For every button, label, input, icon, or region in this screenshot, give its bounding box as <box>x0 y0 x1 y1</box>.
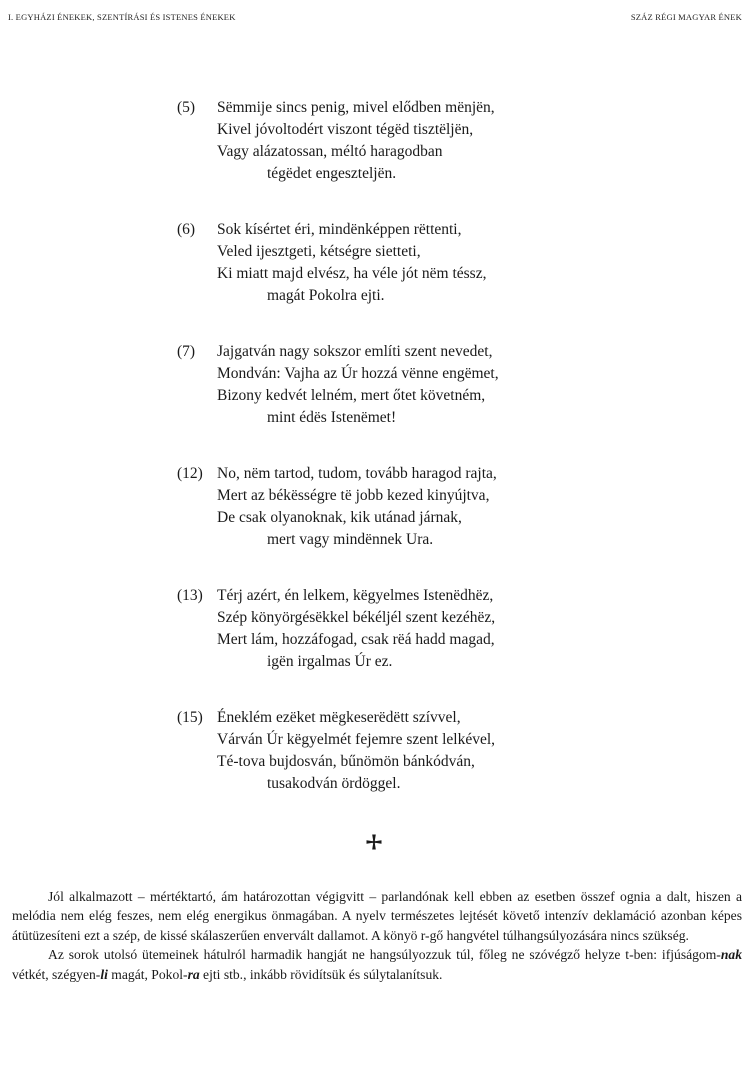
stanza-lines <box>217 219 486 307</box>
commentary-paragraph <box>12 945 742 984</box>
verse-line: Ki miatt majd elvész, ha véle jót nëm téssz, <box>217 265 487 282</box>
verse-line: Mert lám, hozzáfogad, csak rëá hadd magad, <box>217 631 495 648</box>
stanza-number: (7) <box>177 343 196 360</box>
verse-line-refrain: mint édës Istenëmet! <box>267 409 397 426</box>
verse-line-refrain: tégëdet engeszteljën. <box>267 165 397 182</box>
stanza <box>177 463 597 585</box>
stanza-lines <box>217 341 499 429</box>
ornament-center <box>372 840 375 843</box>
stanza-number: (15) <box>177 709 203 726</box>
commentary-paragraph: Jól alkalmazott – mértéktartó, ám határozottan végigvitt – parlandónak kell ebben az esetben összef ognia a dalt, hiszen a melódia nem elég feszes, nem elég energikus önmagában. A nyelv természetes lejtését követő intenzív deklamáció azonban képes átütüzesíteni ezt a szép, de kissé skálaszerűen envervált dallamot. A könyö r-gő hangvétel túlhangsúlyozására nincs szükség. <box>12 889 742 943</box>
commentary-text: ejti stb., inkább rövidítsük és súlytalanítsuk. <box>199 966 443 982</box>
verse-line: De csak olyanoknak, kik utánad járnak, <box>217 509 462 526</box>
verse-line: No, nëm tartod, tudom, tovább haragod rajta, <box>217 465 497 482</box>
stanza-number: (12) <box>177 465 203 482</box>
stanza <box>177 97 597 219</box>
stanza-lines <box>217 707 495 795</box>
verse-line: Szép könyörgésëkkel békéljél szent kezéhëz, <box>217 609 496 626</box>
verse-line: Veled ijesztgeti, kétségre sietteti, <box>217 243 421 260</box>
commentary-text: vétkét, szégyen- <box>12 966 101 982</box>
verse-line: Sëmmije sincs penig, mivel elődben mënjën, <box>217 99 495 116</box>
verse-line: Mondván: Vajha az Úr hozzá vënne engëmet, <box>217 365 499 382</box>
commentary <box>12 887 742 984</box>
stanza-lines <box>217 463 497 551</box>
verse-line: Térj azért, én lelkem, këgyelmes Istenëdhëz, <box>217 587 494 604</box>
stanza <box>177 341 597 463</box>
stanza <box>177 707 597 829</box>
verse-line: Éneklém ezëket mëgkeserëdëtt szívvel, <box>217 709 461 726</box>
cross-pattee-ornament-icon <box>366 834 382 850</box>
verse-line-refrain: magát Pokolra ejti. <box>267 287 385 304</box>
verse-line: Sok kísértet éri, mindënképpen rëttenti, <box>217 221 462 238</box>
verse-line: Mert az békësségre të jobb kezed kinyújtva, <box>217 487 490 504</box>
verse-line-refrain: igën irgalmas Úr ez. <box>267 653 393 670</box>
verse-line-refrain: mert vagy mindënnek Ura. <box>267 531 434 548</box>
stanza-lines <box>217 585 495 673</box>
verse-line: Jajgatván nagy sokszor említi szent nevedet, <box>217 343 493 360</box>
stanza-number: (13) <box>177 587 203 604</box>
syllable-example: li <box>100 966 108 982</box>
cross-pattee-ornament-icon <box>366 834 382 850</box>
stanza <box>177 219 597 341</box>
stanza-number: (6) <box>177 221 196 238</box>
stanza-number: (5) <box>177 99 196 116</box>
stanza-lines <box>217 97 495 185</box>
verse-line: Vagy alázatossan, méltó haragodban <box>217 143 443 160</box>
commentary-text: Az sorok utolsó ütemeinek hátulról harmadik hangját ne hangsúlyozzuk túl, főleg ne szóvégző helyze t-ben: ifjúságom- <box>48 947 721 963</box>
verse-line: Té-tova bujdosván, bűnömön bánkódván, <box>217 753 475 770</box>
verse-line: Várván Úr këgyelmét fejemre szent lelkével, <box>217 731 496 748</box>
verse-line: Bizony kedvét lelném, mert őtet követném, <box>217 387 486 404</box>
verse-line: Kivel jóvoltodért viszont tégëd tisztëljën, <box>217 121 474 138</box>
syllable-example: nak <box>720 947 742 963</box>
running-header-left: I. EGYHÁZI ÉNEKEK, SZENTÍRÁSI ÉS ISTENES ÉNEKEK <box>8 12 236 22</box>
poem <box>177 97 597 829</box>
commentary-text: magát, Pokol- <box>107 966 188 982</box>
verse-line-refrain: tusakodván ördöggel. <box>267 775 401 792</box>
running-header-right: SZÁZ RÉGI MAGYAR ÉNEK <box>630 12 742 22</box>
stanza <box>177 585 597 707</box>
syllable-example: ra <box>187 966 200 982</box>
